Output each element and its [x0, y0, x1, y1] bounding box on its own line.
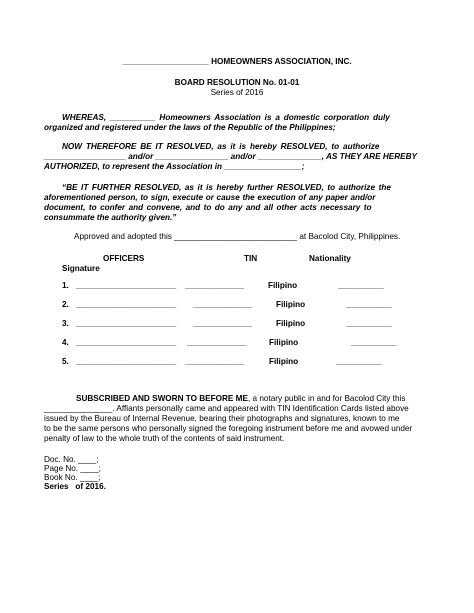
subscribed-line-3: issued by the Bureau of Internal Revenue, bearing their photographs and signatures, known to me	[44, 414, 400, 423]
now-therefore-line-2: __________________ and/or ________________ and/or ______________, AS THEY ARE HEREBY	[44, 152, 417, 161]
officer-row-1-name: ______________________	[76, 281, 177, 290]
officer-row-3-signature: __________	[346, 319, 392, 328]
officers-header: OFFICERS	[103, 254, 145, 263]
officer-row-3-name: ______________________	[76, 319, 177, 328]
subscribed-line-1	[76, 394, 405, 404]
officer-row-4-name: ______________________	[76, 338, 177, 347]
officer-row-1-nationality: Filipino	[268, 281, 298, 290]
subscribed-heading: SUBSCRIBED AND SWORN TO BEFORE ME	[76, 394, 248, 403]
officer-row-4-tin: _____________	[187, 338, 247, 347]
subscribed-line-4: to be the same persons who personally signed the foregoing instrument before me and avowed under	[44, 424, 413, 433]
officer-row-4-signature: __________	[351, 338, 397, 347]
whereas-line-1: WHEREAS, __________ Homeowners Association is a domestic corporation duly	[62, 113, 390, 122]
officer-row-1-number: 1.	[62, 281, 69, 290]
officer-row-4-number: 4.	[62, 338, 69, 347]
officer-row-3-tin: _____________	[193, 319, 253, 328]
officer-row-5-number: 5.	[62, 357, 69, 366]
further-resolved-line-3: document, to confer and convene, and to do any and all other acts necessary to	[44, 203, 372, 212]
officer-row-5-name: ______________________	[76, 357, 177, 366]
officer-row-2-tin: _____________	[193, 300, 253, 309]
notary-series: Series of 2016.	[44, 482, 106, 491]
officer-row-2-signature: __________	[346, 300, 392, 309]
tin-header: TIN	[244, 254, 258, 263]
officer-row-4-nationality: Filipino	[269, 338, 299, 347]
subscribed-line-1-rest: , a notary public in and for Bacolod City this	[247, 394, 406, 403]
officer-row-3-number: 3.	[62, 319, 69, 328]
association-name-blank: ___________________	[122, 57, 209, 66]
further-resolved-line-2: aforementioned person, to sign, execute or cause the execution of any paper and/or	[44, 193, 376, 202]
subscribed-line-2: _______________. Affiants personally came and appeared with TIN Identification Cards listed above	[44, 404, 409, 413]
officer-row-5-signature: __________	[336, 357, 382, 366]
officer-row-1-signature: __________	[338, 281, 384, 290]
whereas-line-2: organized and registered under the laws of the Republic of the Philippines;	[44, 123, 336, 132]
now-therefore-line-1: NOW THEREFORE BE IT RESOLVED, as it is hereby RESOLVED, to authorize	[62, 142, 380, 151]
resolution-number: BOARD RESOLUTION No. 01-01	[174, 78, 300, 87]
officer-row-2-number: 2.	[62, 300, 69, 309]
association-title-text: HOMEOWNERS ASSOCIATION, INC.	[211, 57, 352, 66]
notary-doc-no: Doc. No. ____;	[44, 455, 99, 464]
approved-adopted-line: Approved and adopted this ___________________________ at Bacolod City, Philippines.	[74, 232, 401, 241]
notary-page-no: Page No. ____;	[44, 464, 101, 473]
now-therefore-line-3: AUTHORIZED, to represent the Association in _________________;	[44, 162, 305, 171]
resolution-series: Series of 2016	[210, 88, 264, 97]
officer-row-5-nationality: Filipino	[269, 357, 299, 366]
officer-row-2-name: ______________________	[76, 300, 177, 309]
association-title	[0, 57, 474, 67]
notary-book-no: Book No. ____;	[44, 473, 101, 482]
further-resolved-line-1: “BE IT FURTHER RESOLVED, as it is hereby further RESOLVED, to authorize the	[62, 183, 391, 192]
officer-row-3-nationality: Filipino	[276, 319, 306, 328]
officer-row-1-tin: _____________	[185, 281, 245, 290]
officer-row-5-tin: _____________	[185, 357, 245, 366]
officer-row-2-nationality: Filipino	[276, 300, 306, 309]
nationality-header: Nationality	[309, 254, 351, 263]
signature-header: Signature	[62, 264, 100, 273]
subscribed-line-5: penalty of law to the whole truth of the contents of said instrument.	[44, 434, 285, 443]
further-resolved-line-4: consummate the authority given.”	[44, 213, 177, 222]
